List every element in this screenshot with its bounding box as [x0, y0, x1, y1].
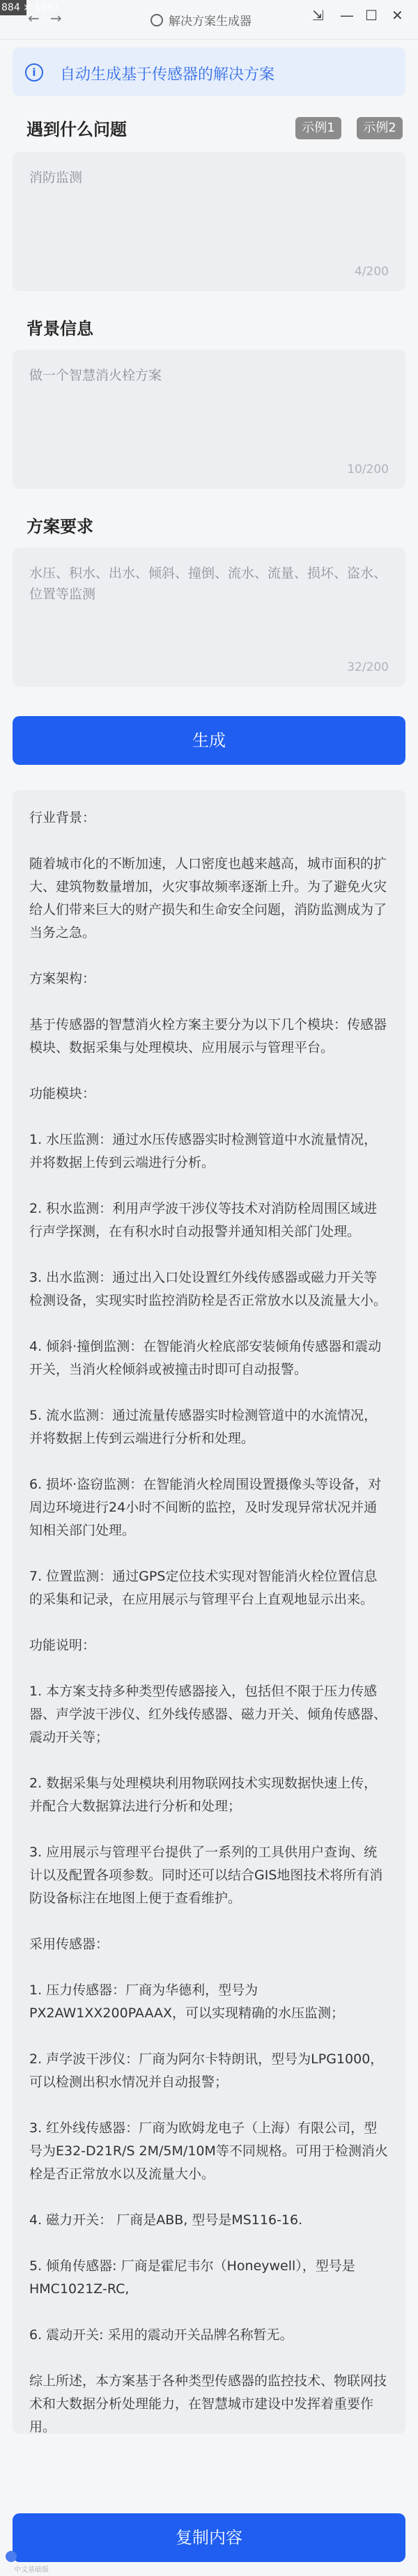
result-paragraph: 7. 位置监测：通过GPS定位技术实现对智能消火栓位置信息的采集和记录，在应用展示与管理平台上直观地显示出来。	[29, 1569, 378, 1607]
background-title: 背景信息	[26, 319, 93, 339]
requirements-input[interactable]	[13, 548, 405, 687]
window-title-text: 解决方案生成器	[169, 15, 251, 29]
result-paragraph: 2. 积水监测：利用声学波干涉仪等技术对消防栓周围区域进行声学探测，在有积水时自动报警并通知相关部门处理。	[29, 1201, 378, 1239]
result-paragraph: 功能模块：	[29, 1086, 96, 1101]
result-paragraph: 2. 数据采集与处理模块利用物联网技术实现数据快速上传，并配合大数据算法进行分析和处理；	[29, 1776, 378, 1814]
close-button[interactable]: ✕	[392, 7, 403, 24]
result-paragraph: 2. 声学波干涉仪：厂商为阿尔卡特朗讯，型号为LPG1000，可以检测出积水情况并自动报警；	[29, 2051, 384, 2090]
result-paragraph: 5. 倾角传感器: 厂商是霍尼韦尔（Honeywell），型号是HMC1021Z-RC,	[29, 2258, 355, 2297]
minimize-button[interactable]: —	[340, 7, 354, 24]
problem-input[interactable]	[13, 152, 405, 291]
result-paragraph: 采用传感器：	[29, 1937, 109, 1952]
result-paragraph: 3. 应用展示与管理平台提供了一系列的工具供用户查询、统计以及配置各项参数。同时还可以结合GIS地图技术将所有消防设备标注在地图上便于查看维护。	[29, 1845, 383, 1906]
background-char-counter: 10/200	[347, 463, 389, 476]
result-panel	[13, 790, 405, 2434]
banner-text: 自动生成基于传感器的解决方案	[60, 66, 275, 84]
requirements-input-text: 水压、积水、出水、倾斜、撞倒、流水、流量、损坏、盗水、位置等监测	[29, 566, 387, 602]
problem-title: 遇到什么问题	[26, 120, 127, 139]
generate-button[interactable]: 生成	[13, 716, 405, 765]
window-title	[150, 11, 251, 29]
result-content	[29, 807, 390, 2462]
result-paragraph: 6. 损坏·盗窃监测：在智能消火栓周围设置摄像头等设备，对周边环境进行24小时不间断的监控，及时发现异常状况并通知相关部门处理。	[29, 1477, 382, 1538]
info-icon: i	[25, 63, 43, 82]
result-paragraph: 3. 出水监测：通过出入口处设置红外线传感器或磁力开关等检测设备，实现实时监控消防栓是否正常放水以及流量大小。	[29, 1270, 387, 1308]
forward-arrow-icon[interactable]: →	[50, 10, 62, 26]
app-icon	[150, 14, 163, 26]
result-paragraph: 基于传感器的智慧消火栓方案主要分为以下几个模块：传感器模块、数据采集与处理模块、应用展示与管理平台。	[29, 1017, 387, 1055]
result-paragraph: 综上所述，本方案基于各种类型传感器的监控技术、物联网技术和大数据分析处理能力，在智慧城市建设中发挥着重要作用。	[29, 2373, 387, 2435]
result-paragraph: 功能说明：	[29, 1638, 96, 1653]
result-paragraph: 方案架构：	[29, 971, 96, 986]
result-paragraph: 1. 水压监测：通过水压传感器实时检测管道中水流量情况，并将数据上传到云端进行分析。	[29, 1132, 378, 1170]
window-titlebar	[0, 0, 418, 40]
problem-input-text: 消防监测	[29, 170, 83, 185]
example-1-button[interactable]: 示例1	[295, 117, 341, 139]
result-paragraph: 5. 流水监测：通过流量传感器实时检测管道中的水流情况，并将数据上传到云端进行分析和处理。	[29, 1408, 378, 1446]
result-paragraph: 随着城市化的不断加速，人口密度也越来越高，城市面积的扩大、建筑物数量增加，火灾事故频率逐渐上升。为了避免火灾给人们带来巨大的财产损失和生命安全问题，消防监测成为了当务之急。	[29, 856, 387, 940]
size-badge: 884 × 1667	[0, 0, 26, 15]
info-banner	[13, 47, 405, 96]
background-input-text: 做一个智慧消火栓方案	[29, 368, 162, 383]
back-arrow-icon[interactable]: ←	[28, 10, 40, 26]
maximize-button[interactable]: ☐	[365, 7, 378, 24]
result-paragraph: 6. 震动开关: 采用的震动开关品牌名称暂无。	[29, 2327, 293, 2343]
copy-content-button[interactable]: 复制内容	[13, 2513, 405, 2562]
problem-char-counter: 4/200	[355, 265, 389, 279]
result-paragraph: 1. 压力传感器：厂商为华德利，型号为PX2AW1XX200PAAAX，可以实现精确的水压监测；	[29, 1983, 345, 2021]
result-paragraph: 4. 倾斜·撞倒监测：在智能消火栓底部安装倾角传感器和震动开关，当消火栓倾斜或被撞击时即可自动报警。	[29, 1339, 382, 1377]
result-paragraph: 4. 磁力开关： 厂商是ABB, 型号是MS116-16.	[29, 2212, 303, 2228]
example-2-button[interactable]: 示例2	[357, 117, 403, 139]
result-paragraph: 3. 红外线传感器：厂商为欧姆龙电子（上海）有限公司，型号为E32-D21R/S 2M/5M/10M等不同规格。可用于检测消火栓是否正常放水以及流量大小。	[29, 2120, 388, 2182]
pin-icon[interactable]: ⇲	[312, 7, 324, 24]
bottom-caption: 中文基础版	[14, 2566, 49, 2574]
background-input[interactable]	[13, 350, 405, 489]
requirements-char-counter: 32/200	[347, 660, 389, 674]
result-paragraph: 行业背景：	[29, 810, 96, 825]
result-paragraph: 1. 本方案支持多种类型传感器接入，包括但不限于压力传感器、声学波干涉仪、红外线传感器、磁力开关、倾角传感器、震动开关等；	[29, 1684, 387, 1745]
status-dot-icon	[6, 2551, 17, 2562]
requirements-title: 方案要求	[26, 517, 93, 536]
